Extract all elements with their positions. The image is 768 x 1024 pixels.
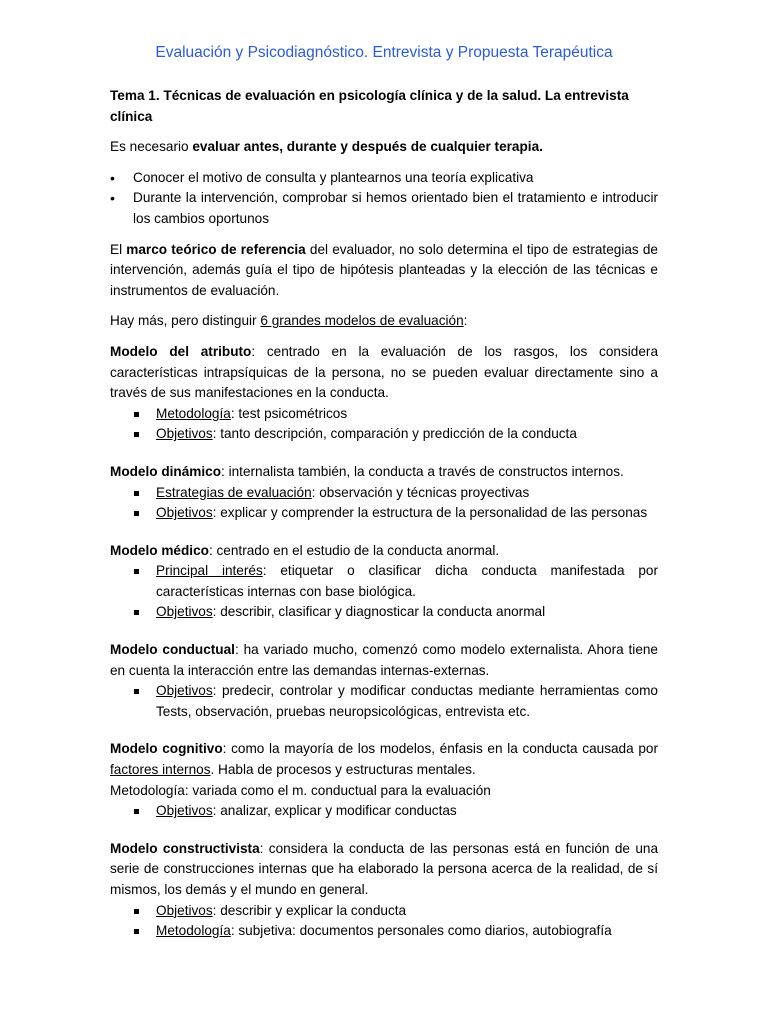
model-constructivista: Modelo constructivista: considera la conducta de las personas está en función de una serie de construcciones internas que ha elaborado la persona acerca de la realidad, de sí mismos, los demás y el mundo en general.: [110, 840, 658, 897]
list-item: Objetivos: tanto descripción, comparación y predicción de la conducta: [110, 424, 658, 445]
model-atributo-list: [110, 404, 658, 445]
list-item: • Durante la intervención, comprobar si hemos orientado bien el tratamiento e introducir los cambios oportunos: [110, 188, 658, 229]
list-item: Estrategias de evaluación: observación y técnicas proyectivas: [110, 483, 658, 504]
list-item: Objetivos: describir y explicar la conducta: [110, 901, 658, 922]
model-cognitivo-metodologia: Metodología: variada como el m. conductual para la evaluación: [110, 782, 491, 798]
model-cognitivo-list: [110, 801, 658, 822]
model-medico: Modelo médico: centrado en el estudio de la conducta anormal.: [110, 542, 500, 558]
model-medico-list: [110, 561, 658, 623]
model-dinamico-list: [110, 483, 658, 524]
model-conductual-list: [110, 681, 658, 722]
model-atributo: Modelo del atributo: centrado en la evaluación de los rasgos, los considera características intrapsíquicas de la persona, no se pueden evaluar directamente sino a través de sus manifestaciones en la conducta.: [110, 343, 659, 401]
model-conductual: Modelo conductual: ha variado mucho, comenzó como modelo externalista. Ahora tiene en cuenta la interacción entre las demandas internas-externas.: [110, 642, 658, 678]
page-header: Evaluación y Psicodiagnóstico. Entrevista y Propuesta Terapéutica: [155, 44, 613, 61]
model-constructivista-list: [110, 901, 658, 942]
document-body: [110, 86, 658, 942]
models-intro: Hay más, pero distinguir 6 grandes modelos de evaluación:: [110, 313, 468, 329]
intro-bullet-list: [110, 168, 658, 230]
model-cognitivo: Modelo cognitivo: como la mayoría de los modelos, énfasis en la conducta causada por factores internos. Habla de procesos y estructuras mentales.: [110, 741, 658, 778]
intro-paragraph: Es necesario evaluar antes, durante y después de cualquier terapia.: [110, 139, 543, 155]
list-item: Metodología: test psicométricos: [110, 404, 658, 425]
list-item: Objetivos: analizar, explicar y modificar conductas: [110, 801, 658, 822]
section-title: Tema 1. Técnicas de evaluación en psicología clínica y de la salud. La entrevista clínica: [110, 88, 629, 124]
list-item: Objetivos: explicar y comprender la estructura de la personalidad de las personas: [110, 503, 658, 524]
list-item: Objetivos: describir, clasificar y diagnosticar la conducta anormal: [110, 602, 658, 623]
marco-paragraph: El marco teórico de referencia del evaluador, no solo determina el tipo de estrategias de intervención, además guía el tipo de hipótesis planteadas y la elección de las técnicas e instrumentos de evaluación.: [110, 241, 658, 298]
list-item: Metodología: subjetiva: documentos personales como diarios, autobiografía: [110, 921, 658, 942]
list-item: Principal interés: etiquetar o clasificar dicha conducta manifestada por características internas con base biológica.: [110, 561, 658, 602]
model-dinamico: Modelo dinámico: internalista también, la conducta a través de constructos internos.: [110, 463, 624, 479]
list-item: Objetivos: predecir, controlar y modificar conductas mediante herramientas como Tests, observación, pruebas neuropsicológicas, entrevista etc.: [110, 681, 658, 722]
list-item: • Conocer el motivo de consulta y plantearnos una teoría explicativa: [110, 168, 658, 189]
